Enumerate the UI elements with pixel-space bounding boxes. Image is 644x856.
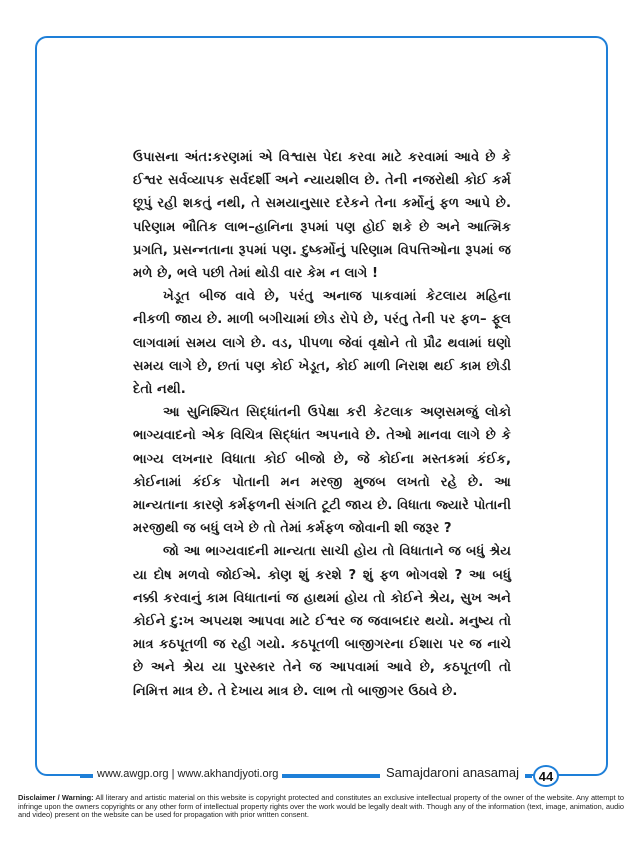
article-body [133, 146, 511, 703]
paragraph-4: જો આ ભાગ્યવાદની માન્યતા સાચી હોય તો વિધાતાને જ બધું શ્રેય યા દોષ મળવો જોઈએ. કોણ શું કરશે ? શું ફળ ભોગવશે ? આ બધું નક્કી કરવાનું કામ વિધાતાનાં જ હાથમાં હોય તો કોઈને શ્રેય, સુખ અને કોઈને દુ:ખ અપયશ આપવા માટે ઈશ્વર જ જવાબદાર થયો. મનુષ્ય તો માત્ર કઠપૂતળી જ રહી ગયો. કઠપૂતળી બાજીગરના ઈશારા પર જ નાચે છે અને શ્રેય યા પુરસ્કાર તેને જ આપવામાં આવે છે, કઠપૂતળી તો નિમિત્ત માત્ર છે. તે દેખાય માત્ર છે. લાભ તો બાજીગર ઉઠાવે છે. [133, 544, 511, 699]
paragraph-2: ખેડૂત બીજ વાવે છે, પરંતુ અનાજ પાકવામાં કેટલાય મહિના નીકળી જાય છે. માળી બગીચામાં છોડ રોપે છે, પરંતુ તેની પર ફળ– ફૂલ લાગવામાં સમય લાગે છે. વડ, પીપળા જેવાં વૃક્ષોને તો પ્રૌઢ થવામાં ઘણો સમય લાગે છે, છતાં પણ કોઈ ખેડૂત, કોઈ માળી નિરાશ થઈ કામ છોડી દેતો નથી. [133, 289, 511, 398]
paragraph-1: ઉપાસના અંત:કરણમાં એ વિશ્વાસ પેદા કરવા માટે કરવામાં આવે છે કે ઈશ્વર સર્વવ્યાપક સર્વદર્શી અને ન્યાયશીલ છે. તેની નજરોથી કોઈ કર્મ છૂપું રહી શકતું નથી, તે સમયાનુસાર દરેકને તેના કર્મોનું ફળ આપે છે. પરિણામ ભૌતિક લાભ–હાનિના રૂપમાં પણ હોઈ શકે છે અને આત્મિક પ્રગતિ, પ્રસન્નતાના રૂપમાં પણ. દુષ્કર્મોનું પરિણામ વિપત્તિઓના રૂપમાં જ મળે છે, ભલે પછી તેમાં થોડી વાર કેમ ન લાગે ! [133, 150, 511, 282]
page-number: 44 [538, 768, 554, 784]
footer-book-title: Samajdaroni anasamaj [380, 765, 525, 780]
disclaimer [18, 794, 624, 820]
page-number-badge [533, 765, 559, 787]
paragraph-3: આ સુનિશ્ચિત સિદ્ધાંતની ઉપેક્ષા કરી કેટલાક અણસમજું લોકો ભાગ્યવાદનો એક વિચિત્ર સિદ્ધાંત અપનાવે છે. તેઓ માનવા લાગે છે કે ભાગ્ય લખનાર વિધાતા કોઈ બીજો છે, જે કોઈના મસ્તકમાં કંઈક, કોઈનામાં કંઈક પોતાની મન મરજી મુજબ લખતો રહે છે. આ માન્યતાના કારણે કર્મફળની સંગતિ ટૂટી જાય છે. વિધાતા જ્યારે પોતાની મરજીથી જ બધું લખે છે તો તેમાં કર્મફળ જોવાની શી જરૂર ? [133, 405, 511, 537]
disclaimer-text: All literary and artistic material on this website is copyright protected and constitutes an exclusive intellectual property of the owner of the website. Any attempt to infringe upon the owners copyrights or any other form of intellectual property rights over the work would be legally dealt with. Though any of the information (text, image, animation, audio and video) present on the website can be used for propagation with prior written consent. [18, 793, 624, 820]
footer-website-link[interactable]: www.awgp.org | www.akhandjyoti.org [93, 768, 282, 780]
disclaimer-label: Disclaimer / Warning: [18, 793, 94, 802]
